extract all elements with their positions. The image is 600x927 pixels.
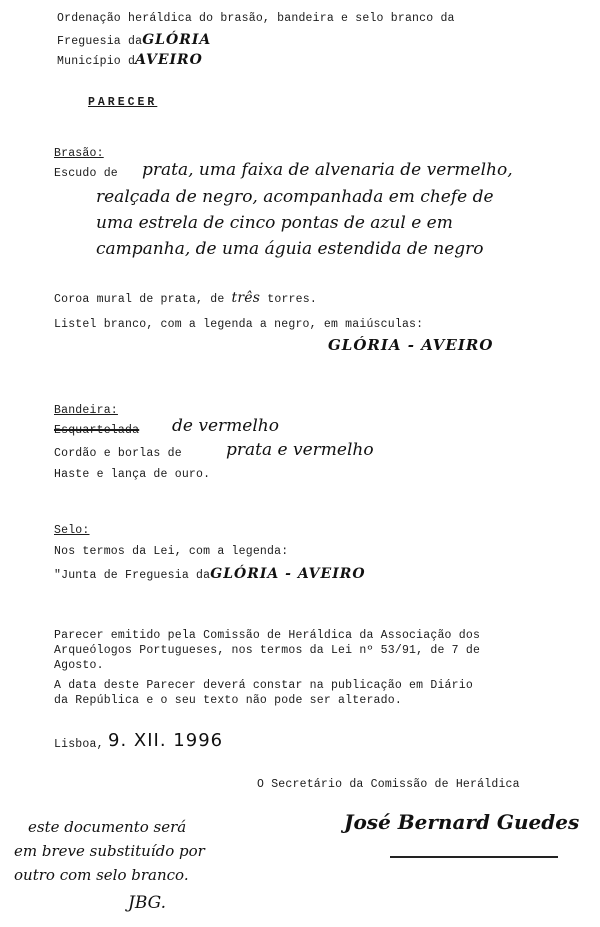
selo-line-1: Nos termos da Lei, com a legenda: — [54, 545, 289, 558]
margin-note-initials: JBG. — [128, 893, 167, 913]
lisboa-label: Lisboa, — [54, 738, 104, 751]
selo-line-2 — [54, 566, 366, 582]
parecer-line-2: Arqueólogos Portugueses, nos termos da Lei nº 53/91, de 7 de — [54, 644, 481, 657]
coroa-suffix: torres. — [267, 293, 317, 306]
listel-line: Listel branco, com a legenda a negro, em maiúsculas: — [54, 318, 424, 331]
selo-heading: Selo: — [54, 524, 90, 537]
escudo-label: Escudo de — [54, 167, 118, 180]
selo-junta-label: "Junta de Freguesia da — [54, 569, 211, 582]
parecer-line-1: Parecer emitido pela Comissão de Heráldica da Associação dos — [54, 629, 481, 642]
header-municipio-label: Município d — [57, 55, 136, 68]
header-freguesia-label: Freguesia da — [57, 35, 143, 48]
parecer-title: PARECER — [88, 96, 158, 109]
parecer-line-3: Agosto. — [54, 659, 104, 672]
escudo-hand-line-1: prata, uma faixa de alvenaria de vermelho, — [142, 160, 513, 180]
cordao-hand: prata e vermelho — [226, 440, 374, 460]
haste-line: Haste e lança de ouro. — [54, 468, 211, 481]
escudo-hand-line-3: uma estrela de cinco pontas de azul e em — [96, 213, 453, 233]
margin-note-line-3: outro com selo branco. — [14, 866, 189, 884]
coroa-label: Coroa mural de prata, de — [54, 293, 225, 306]
header-line-2 — [57, 32, 211, 48]
signature-underline — [390, 856, 558, 858]
header-line-1: Ordenação heráldica do brasão, bandeira e selo branco da — [57, 12, 455, 25]
margin-note-line-2: em breve substituído por — [14, 842, 205, 860]
legenda-hand: GLÓRIA - AVEIRO — [328, 336, 494, 354]
brasao-heading: Brasão: — [54, 147, 104, 160]
coroa-line — [54, 290, 317, 306]
secretario-label: O Secretário da Comissão de Heráldica — [257, 778, 520, 791]
header-municipio-hand: AVEIRO — [135, 52, 203, 68]
margin-note-line-1: este documento será — [28, 818, 187, 836]
coroa-hand: três — [231, 290, 261, 306]
date-hand: 9. XII. 1996 — [108, 730, 224, 751]
signature: José Bernard Guedes — [344, 810, 580, 834]
esquartelada-struck: Esquartelada — [54, 424, 140, 437]
escudo-hand-line-4: campanha, de uma águia estendida de negro — [96, 239, 484, 259]
cordao-label: Cordão e borlas de — [54, 447, 182, 460]
bandeira-heading: Bandeira: — [54, 404, 118, 417]
header-freguesia-hand: GLÓRIA — [142, 32, 212, 48]
escudo-hand-line-2: realçada de negro, acompanhada em chefe de — [96, 187, 494, 207]
esquartelada-hand: de vermelho — [172, 416, 279, 436]
data-line-1: A data deste Parecer deverá constar na publicação em Diário — [54, 679, 473, 692]
data-line-2: da República e o seu texto não pode ser alterado. — [54, 694, 402, 707]
selo-legenda-hand: GLÓRIA - AVEIRO — [210, 566, 366, 582]
header-line-3 — [57, 52, 203, 68]
